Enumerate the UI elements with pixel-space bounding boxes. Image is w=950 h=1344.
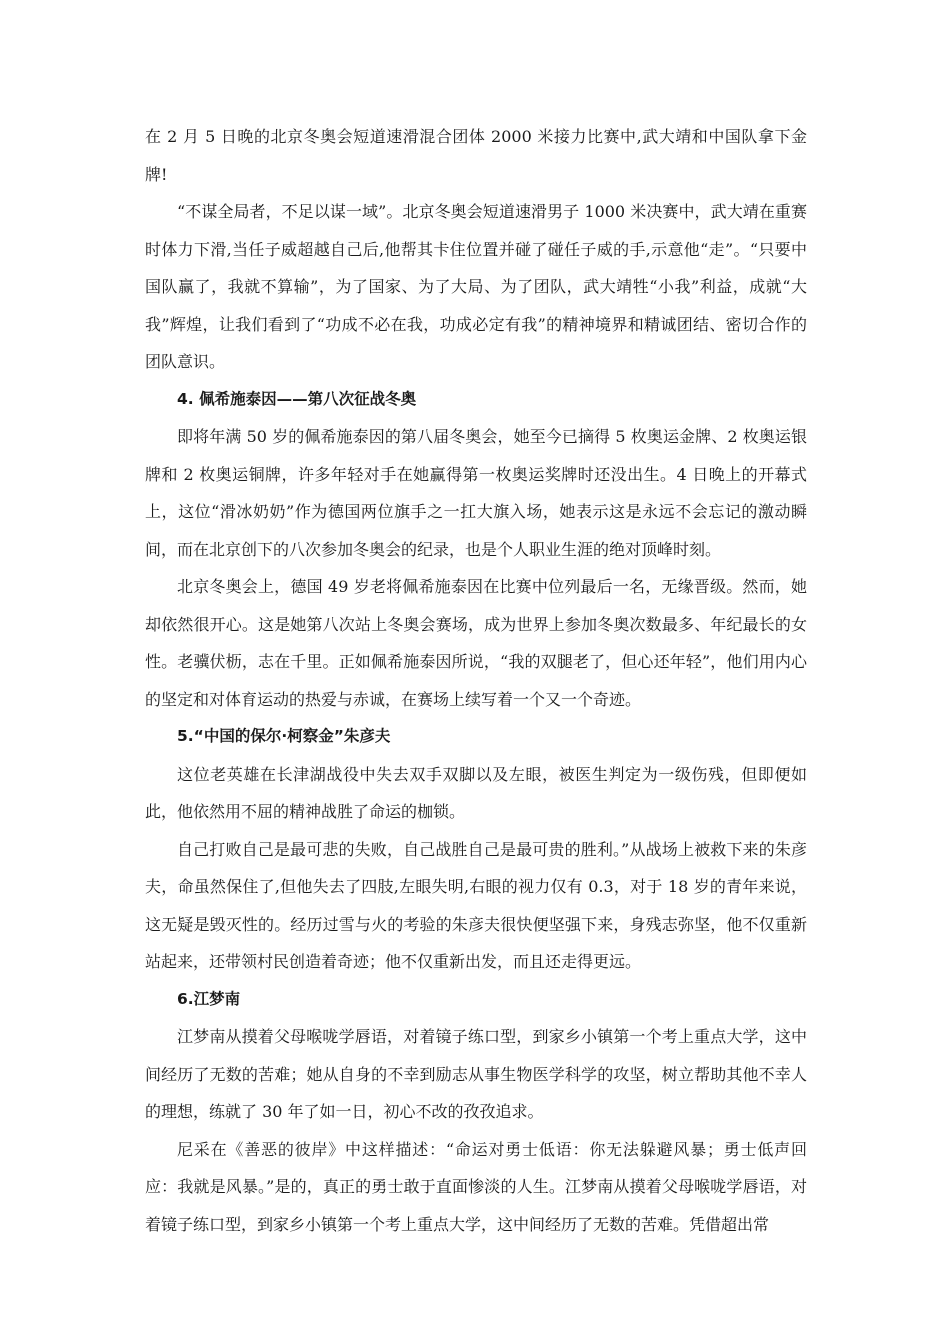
paragraph-body: “不谋全局者，不足以谋一域”。北京冬奥会短道速滑男子 1000 米决赛中，武大靖在重赛时体力下滑,当任子威超越自己后,他帮其卡住位置并碰了碰任子威的手,示意他“走”。“只要中国队赢了，我就不算输”，为了国家、为了大局、为了团队，武大靖牲“小我”利益，成就“大我”辉煌，让我们看到了“功成不必在我，功成必定有我”的精神境界和精诚团结、密切合作的团队意识。	[145, 202, 807, 371]
section-heading: 5.“中国的保尔·柯察金”朱彦夫	[177, 727, 391, 745]
paragraph-body: 自己打败自己是最可悲的失败，自己战胜自己是最可贵的胜利。”从战场上被救下来的朱彦夫，命虽然保住了,但他失去了四肢,左眼失明,右眼的视力仅有 0.3，对于 18 岁的青年来说，这无疑是毁灭性的。经历过雪与火的考验的朱彦夫很快便坚强下来，身残志弥坚，他不仅重新站起来，还带领村民创造着奇迹；他不仅重新出发，而且还走得更远。	[145, 839, 807, 971]
paragraph-body: 尼采在《善恶的彼岸》中这样描述：“命运对勇士低语：你无法躲避风暴；勇士低声回应：我就是风暴。”是的，真正的勇士敢于直面惨淡的人生。江梦南从摸着父母喉咙学唇语，对着镜子练口型，到家乡小镇第一个考上重点大学，这中间经历了无数的苦难。凭借超出常	[145, 1139, 807, 1234]
paragraph-body: 北京冬奥会上，德国 49 岁老将佩希施泰因在比赛中位列最后一名，无缘晋级。然而，她却依然很开心。这是她第八次站上冬奥会赛场，成为世界上参加冬奥次数最多、年纪最长的女性。老骥伏枥，志在千里。正如佩希施泰因所说，“我的双腿老了，但心还年轻”，他们用内心的坚定和对体育运动的热爱与赤诚，在赛场上续写着一个又一个奇迹。	[145, 577, 807, 709]
paragraph-body: 在 2 月 5 日晚的北京冬奥会短道速滑混合团体 2000 米接力比赛中,武大靖和中国队拿下金牌!	[145, 127, 807, 184]
paragraph-body: 即将年满 50 岁的佩希施泰因的第八届冬奥会，她至今已摘得 5 枚奥运金牌、2 枚奥运银牌和 2 枚奥运铜牌，许多年轻对手在她赢得第一枚奥运奖牌时还没出生。4 日晚上的开幕式上，这位“滑冰奶奶”作为德国两位旗手之一扛大旗入场，她表示这是永远不会忘记的激动瞬间，而在北京创下的八次参加冬奥会的纪录，也是个人职业生涯的绝对顶峰时刻。	[145, 427, 807, 559]
paragraph-body: 这位老英雄在长津湖战役中失去双手双脚以及左眼，被医生判定为一级伤残，但即便如此，他依然用不屈的精神战胜了命运的枷锁。	[145, 764, 807, 821]
paragraph-body: 江梦南从摸着父母喉咙学唇语，对着镜子练口型，到家乡小镇第一个考上重点大学，这中间经历了无数的苦难；她从自身的不幸到励志从事生物医学科学的攻坚，树立帮助其他不幸人的理想，练就了 30 年了如一日，初心不改的孜孜追求。	[145, 1027, 807, 1121]
section-heading: 6.江梦南	[177, 989, 241, 1008]
section-heading: 4. 佩希施泰因——第八次征战冬奥	[177, 389, 417, 408]
document-body	[145, 118, 807, 1243]
